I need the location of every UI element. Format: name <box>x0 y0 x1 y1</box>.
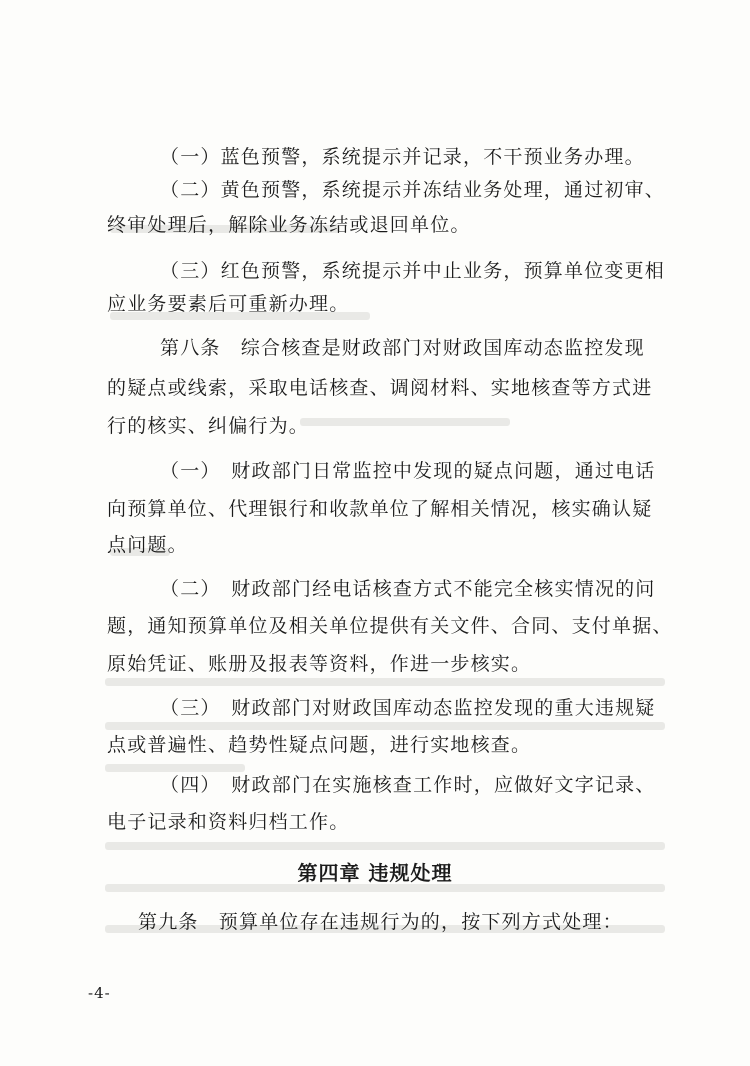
text-line: 点或普遍性、趋势性疑点问题，进行实地核查。 <box>107 734 532 756</box>
text-line: （三）红色预警，系统提示并中止业务，预算单位变更相 <box>160 260 666 282</box>
bleed-through-mark <box>105 842 665 850</box>
text-line: 原始凭证、账册及报表等资料，作进一步核实。 <box>107 653 532 675</box>
text-line: 应业务要素后可重新办理。 <box>107 293 350 315</box>
bleed-through-mark <box>105 678 665 686</box>
text-line: （二） 财政部门经电话核查方式不能完全核实情况的问 <box>160 578 656 600</box>
text-line: （二）黄色预警，系统提示并冻结业务处理，通过初审、 <box>160 179 666 201</box>
chapter-heading: 第四章 违规处理 <box>297 861 453 885</box>
text-line: 终审处理后，解除业务冻结或退回单位。 <box>107 214 471 236</box>
text-line: （三） 财政部门对财政国库动态监控发现的重大违规疑 <box>160 697 656 719</box>
bleed-through-mark <box>105 764 245 772</box>
text-line: （一）蓝色预警，系统提示并记录，不干预业务办理。 <box>160 146 645 168</box>
text-line: 点问题。 <box>107 534 188 556</box>
text-line: 题，通知预算单位及相关单位提供有关文件、合同、支付单据、 <box>107 615 673 637</box>
text-line: 的疑点或线索，采取电话核查、调阅材料、实地核查等方式进 <box>107 377 653 399</box>
text-line: （一） 财政部门日常监控中发现的疑点问题，通过电话 <box>160 460 656 482</box>
bleed-through-mark <box>105 722 665 730</box>
text-line: 第九条 预算单位存在违规行为的，按下列方式处理： <box>138 911 623 933</box>
page-number: -4- <box>88 984 111 1002</box>
text-line: 向预算单位、代理银行和收款单位了解相关情况，核实确认疑 <box>107 498 653 520</box>
text-line: 行的核实、纠偏行为。 <box>107 415 310 437</box>
text-line: （四） 财政部门在实施核查工作时，应做好文字记录、 <box>160 774 656 796</box>
text-line: 第八条 综合核查是财政部门对财政国库动态监控发现 <box>160 337 645 359</box>
text-line: 电子记录和资料归档工作。 <box>107 811 350 833</box>
